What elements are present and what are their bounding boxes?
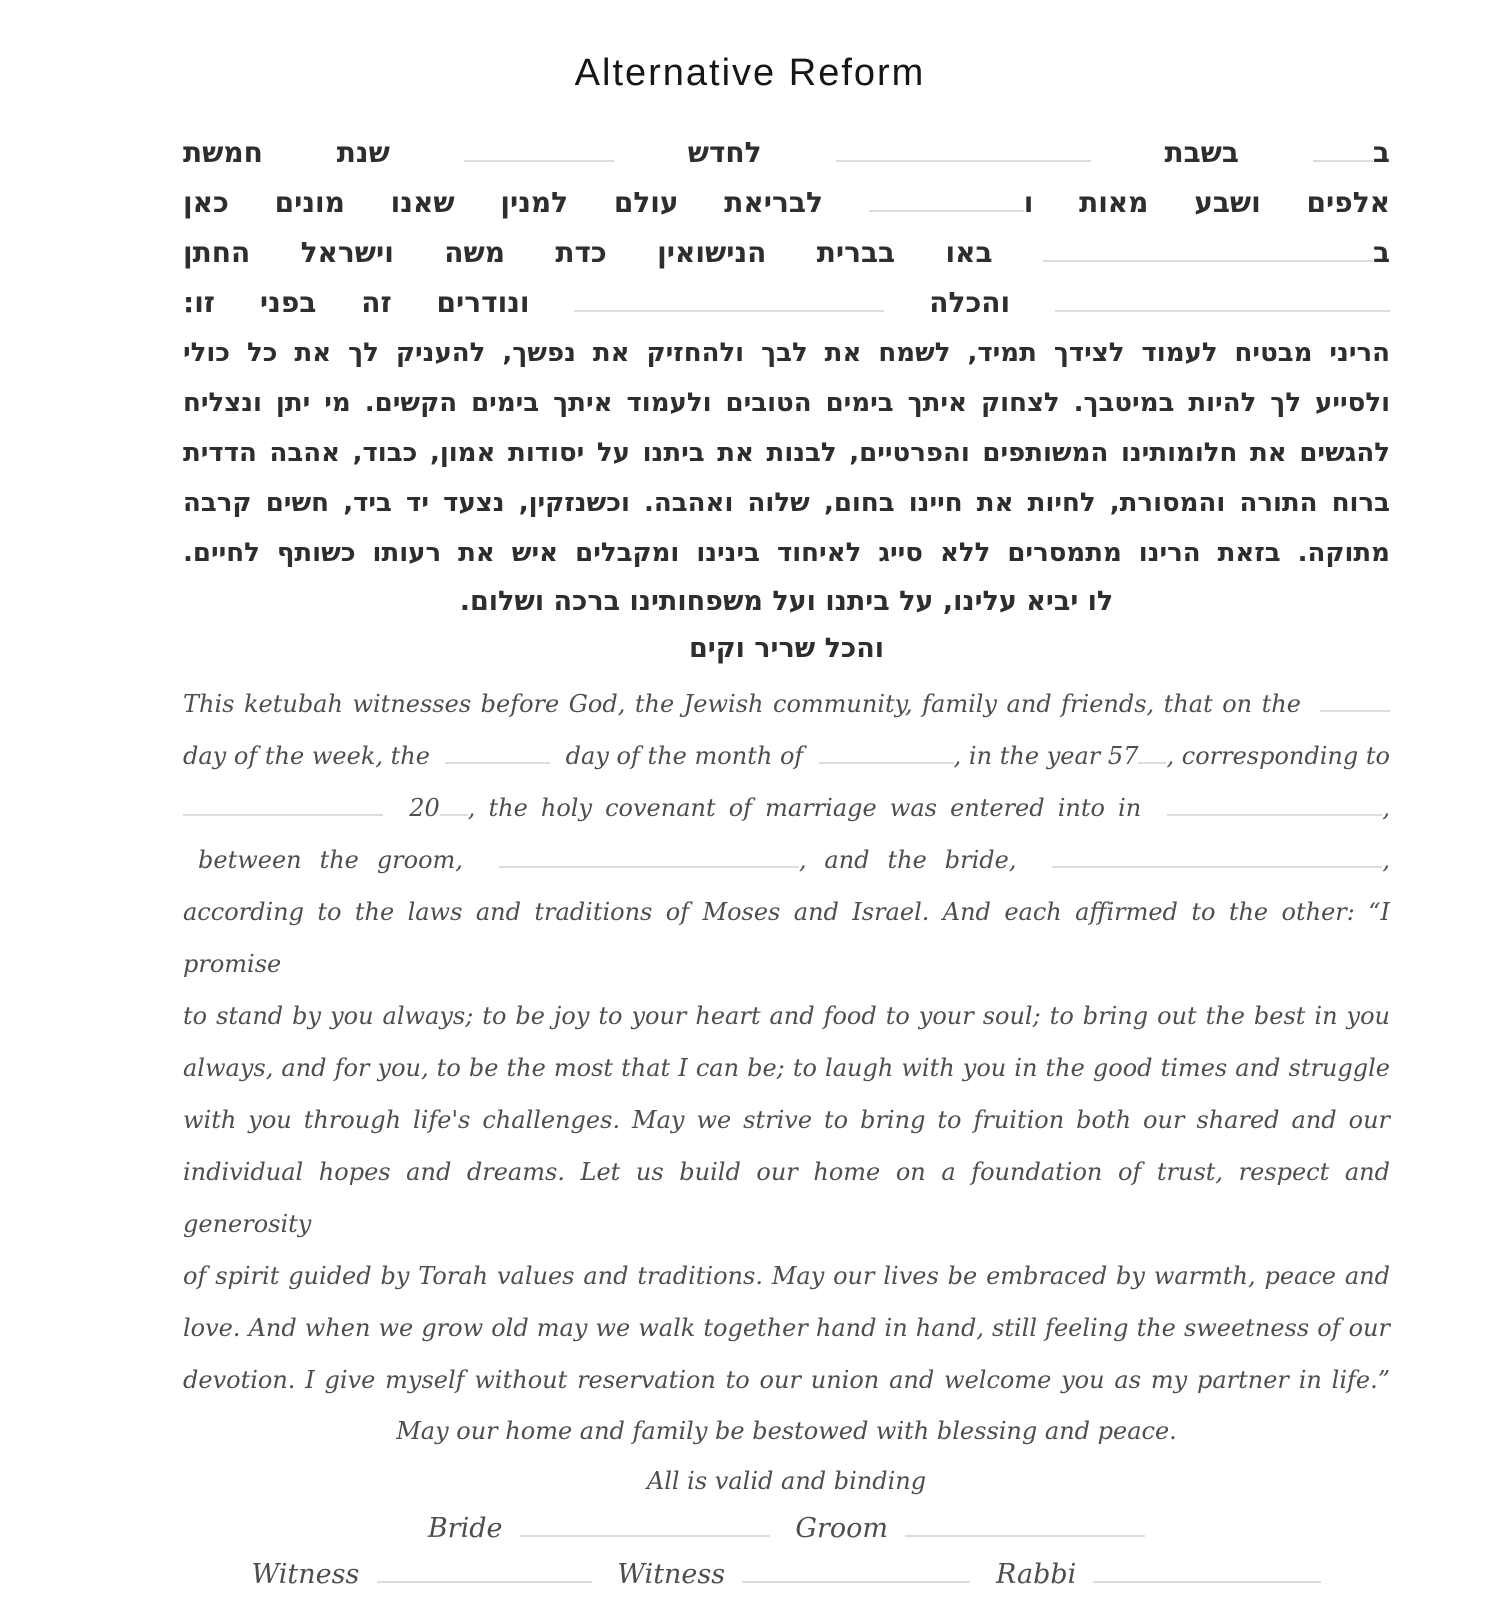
hebrew-paragraph-line: ולסייע לך להיות במיטבך. לצחוק איתך בימים הטובים ולעמוד איתך בימים הקשים. מי יתן ונצליח [183,388,1390,418]
english-paragraph-line: devotion. I give myself without reservation to our union and welcome you as my partner in life.” [183,1366,1390,1394]
english-paragraph-line: always, and for you, to be the most that I can be; to laugh with you in the good times and struggle [183,1054,1390,1082]
english-paragraph-line: according to the laws and traditions of Moses and Israel. And each affirmed to the other: “I promise [183,898,1390,978]
text-segment: ו [1023,186,1034,219]
english-section [183,678,1390,1506]
blank-fill-line [574,292,884,312]
hebrew-fill-line [183,178,1390,228]
text-segment: באו [945,236,993,269]
text-segment: החתן [183,236,251,269]
text-segment: כדת [555,236,607,269]
blank-fill-line [440,796,468,816]
english-paragraph-line: individual hopes and dreams. Let us build our home on a foundation of trust, respect and generosity [183,1158,1390,1238]
text-segment: זה [361,286,392,319]
text-segment: This ketubah witnesses before God, the Jewish community, family and friends, that on the [183,690,1301,718]
hebrew-paragraph-line: הריני מבטיח לעמוד לצידך תמיד, לשמח את לבך ולהחזיק את נפשך, להעניק לך את כל כולי [183,338,1390,368]
blank-fill-line [819,744,954,764]
text-segment: , the holy covenant of marriage was entered into in [467,794,1142,822]
hebrew-centered-line: לו יביא עלינו, על ביתנו ועל משפחותינו ברכה ושלום. [459,586,1114,617]
text-segment: וישראל [300,236,394,269]
text-segment: ב [1372,236,1391,269]
blank-fill-line [1138,744,1166,764]
text-segment: משה [444,236,505,269]
text-segment: , and the bride, [798,846,1017,874]
english-centered-line: May our home and family be bestowed with blessing and peace. [396,1417,1177,1445]
text-segment: ונודרים [436,286,530,319]
text-segment: בברית [816,236,896,269]
english-paragraph-line: of spirit guided by Torah values and traditions. May our lives be embraced by warmth, peace and [183,1262,1390,1290]
english-vow-paragraph [183,886,1390,1406]
blank-fill-line [445,744,550,764]
hebrew-fill-in-lines [183,128,1390,328]
text-segment: Witness [251,1559,360,1590]
text-segment: , in the year 57 [953,742,1139,770]
text-segment: , corresponding to [1166,742,1391,770]
english-blessing-lines [183,1406,1390,1506]
text-segment: לבריאת [724,186,823,219]
document-body [183,128,1390,1598]
blank-fill-line [1167,796,1382,816]
text-segment: day of the month of [565,742,804,770]
text-segment: מאות [1079,186,1149,219]
english-paragraph-line: with you through life's challenges. May we strive to bring to fruition both our shared and our [183,1106,1390,1134]
blank-fill-line [1055,292,1390,312]
hebrew-paragraph-line: להגשים את חלומותינו המשותפים והפרטיים, לבנות את ביתנו על יסודות אמון, כבוד, אהבה הדדית [183,438,1390,468]
text-segment: חמשת [183,136,263,169]
hebrew-centered-line: והכל שריר וקים [688,633,885,664]
text-segment: , [1382,846,1390,874]
english-fill-line [183,730,1390,782]
english-fill-line [183,678,1390,730]
text-segment: לחדש [687,136,762,169]
bride-groom-signature-row [183,1506,1390,1552]
text-segment: ב [1372,136,1390,169]
text-segment: Witness [617,1559,726,1590]
text-segment: בפני [259,286,317,319]
hebrew-paragraph-line: מתוקה. בזאת הרינו מתמסרים ללא סייג לאיחוד בינינו ומקבלים איש את רעותו כשותף לחיים. [183,538,1390,568]
blank-fill-line [869,192,1024,212]
english-fill-line [183,834,1390,886]
blank-fill-line [1320,692,1390,712]
hebrew-paragraph-line: ברוח התורה והמסורת, לחיות את חיינו בחום, שלוה ואהבה. וכשנזקין, נצעד יד ביד, חשים קרבה [183,488,1390,518]
english-fill-in-lines [183,678,1390,886]
text-segment: day of the week, the [183,742,430,770]
text-segment: אלפים [1306,186,1391,219]
text-segment: בשבת [1164,136,1239,169]
blank-fill-line [464,142,614,162]
text-segment: 20 [409,794,440,822]
blank-fill-line [183,796,383,816]
blank-fill-line [499,848,799,868]
blank-fill-line [520,1517,770,1537]
text-segment: Bride [427,1513,503,1544]
hebrew-blessing-lines [183,578,1390,672]
text-segment: שנת [336,136,390,169]
text-segment: והכלה [929,286,1011,319]
text-segment: Groom [795,1513,888,1544]
hebrew-fill-line [183,128,1390,178]
hebrew-fill-line [183,278,1390,328]
english-fill-line [183,782,1390,834]
text-segment: ושבע [1194,186,1261,219]
blank-fill-line [742,1563,970,1583]
blank-fill-line [1093,1563,1321,1583]
text-segment: למנין [500,186,569,219]
witness-rabbi-signature-row [183,1552,1390,1598]
document-title: Alternative Reform [574,52,926,94]
blank-fill-line [836,142,1091,162]
text-segment: עולם [613,186,679,219]
text-segment: מונים [274,186,345,219]
blank-fill-line [1043,242,1373,262]
blank-fill-line [1313,142,1373,162]
hebrew-section [183,128,1390,672]
text-segment: הנישואין [657,236,767,269]
text-segment: כאן [183,186,229,219]
signature-area [183,1506,1390,1598]
english-centered-line: All is valid and binding [646,1467,927,1495]
blank-fill-line [377,1563,592,1583]
hebrew-vow-paragraph [183,328,1390,578]
text-segment: , [1382,794,1391,822]
text-segment: between the groom, [198,846,463,874]
english-paragraph-line: love. And when we grow old may we walk together hand in hand, still feeling the sweetness of our [183,1314,1390,1342]
blank-fill-line [1052,848,1382,868]
text-segment: Rabbi [996,1559,1077,1590]
text-segment: זו: [183,286,216,319]
hebrew-fill-line [183,228,1390,278]
blank-fill-line [905,1517,1145,1537]
english-paragraph-line: to stand by you always; to be joy to your heart and food to your soul; to bring out the best in you [183,1002,1390,1030]
text-segment: שאנו [390,186,455,219]
